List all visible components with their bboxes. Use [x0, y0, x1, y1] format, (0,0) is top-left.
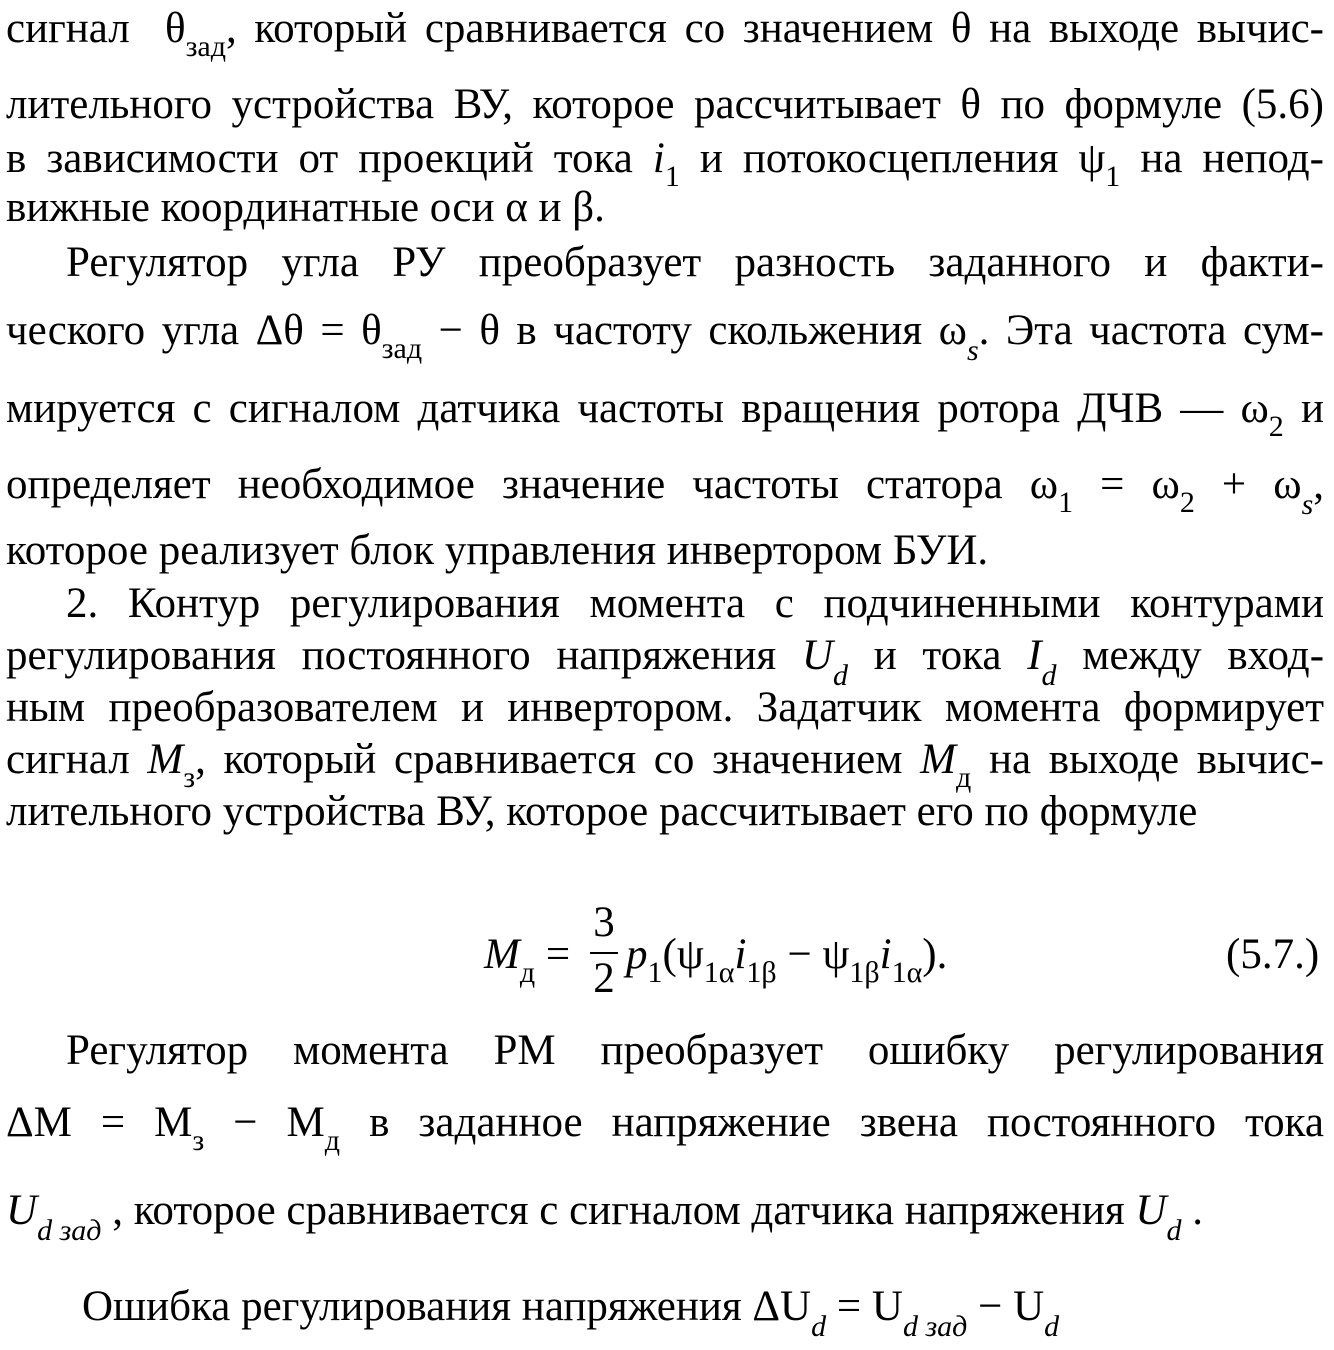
- text-line-2: лительного устройства ВУ, которое рассчитывает θ по формуле (5.6): [6, 81, 1324, 128]
- text-line-10: 2. Контур регулирования момента с подчиненными контурами: [66, 580, 1324, 627]
- text-line-11: регулирования постоянного напряжения $U_d$ и тока $I_d$ между вход-: [6, 632, 1325, 692]
- text-line-13: сигнал $M_з$, который сравнивается со значением $M_д$ на выходе вычис-: [6, 736, 1324, 794]
- formula-lhs: $M_д$ =: [484, 931, 571, 989]
- text-line-17: $U_{d зад}$ , которое сравнивается с сигналом датчика напряжения $U_d$ .: [6, 1187, 1203, 1247]
- text-line-5: Регулятор угла РУ преобразует разность заданного и факти-: [66, 239, 1324, 286]
- text-line-6: ческого угла $\Delta\theta = \theta_{зад} - \theta$ в частоту скольжения $\omega_s$. Эта частота сум-: [6, 307, 1324, 367]
- fraction-numerator: 3: [593, 899, 615, 946]
- text-line-7: мируется с сигналом датчика частоты вращения ротора ДЧВ — $\omega_2$ и: [6, 385, 1324, 443]
- text-line-3: в зависимости от проекций тока $i_1$ и потокосцепления $\psi_1$ на непод-: [6, 135, 1324, 193]
- text-line-4: вижные координатные оси α и β.: [6, 184, 605, 231]
- text-line-18: Ошибка регулирования напряжения $\Delta U_d = U_{d зад} - U_d$: [82, 1283, 1060, 1343]
- text-line-8: определяет необходимое значение частоты статора $\omega_1 = \omega_2 + \omega_s$,: [6, 461, 1324, 521]
- fraction-bar: [590, 952, 618, 954]
- text-line-1: сигнал $\theta_{зад}$, который сравнивается со значением θ на выходе вычис-: [6, 5, 1324, 63]
- text-line-12: ным преобразователем и инвертором. Задатчик момента формирует: [6, 684, 1324, 731]
- equation-number: (5.7.): [1226, 931, 1320, 978]
- text-line-15: Регулятор момента РМ преобразует ошибку регулирования: [66, 1027, 1324, 1074]
- formula-rhs: $p_1(\psi_{1\alpha}i_{1\beta} - \psi_{1\beta}i_{1\alpha})$.: [626, 931, 948, 989]
- fraction-denominator: 2: [593, 955, 615, 1002]
- text-line-9: которое реализует блок управления инвертором БУИ.: [6, 527, 989, 574]
- text-line-16: $\Delta M = M_з - M_д$ в заданное напряжение звена постоянного тока: [6, 1099, 1325, 1157]
- text-line-14: лительного устройства ВУ, которое рассчитывает его по формуле: [6, 788, 1198, 835]
